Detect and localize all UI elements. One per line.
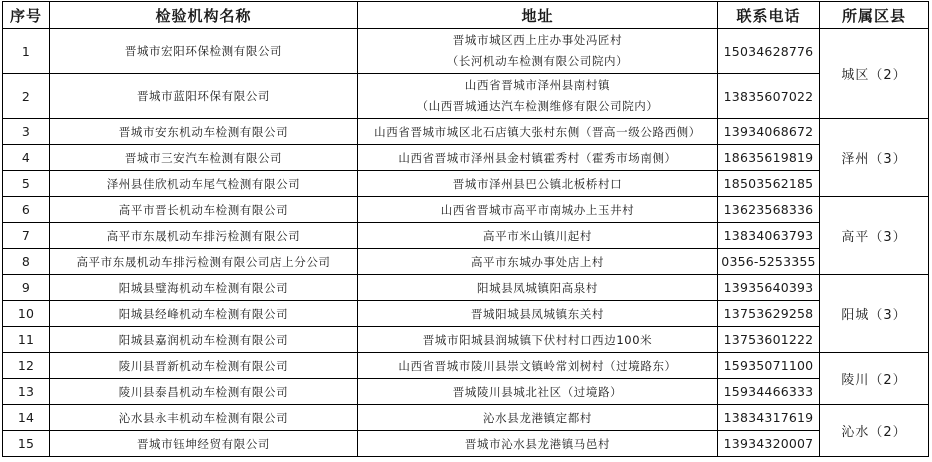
row-agency-name: 沁水县永丰机动车检测有限公司 xyxy=(50,405,358,431)
row-index: 12 xyxy=(3,353,50,379)
row-address: 山西省晋城市高平市南城办上玉井村 xyxy=(358,197,718,223)
row-address: 晋城市沁水县龙港镇马邑村 xyxy=(358,431,718,457)
row-index: 8 xyxy=(3,249,50,275)
row-phone: 15034628776 xyxy=(718,29,820,74)
row-address: 山西省晋城市泽州县金村镇霍秀村（霍秀市场南侧） xyxy=(358,145,718,171)
district-cell: 泽州（3） xyxy=(820,119,929,197)
row-phone: 13934320007 xyxy=(718,431,820,457)
district-cell: 城区（2） xyxy=(820,29,929,119)
header-name: 检验机构名称 xyxy=(50,2,358,29)
table-row xyxy=(3,171,929,197)
row-index: 15 xyxy=(3,431,50,457)
table-row xyxy=(3,379,929,405)
row-phone: 13935640393 xyxy=(718,275,820,301)
table-row xyxy=(3,29,929,74)
row-index: 1 xyxy=(3,29,50,74)
address-line: 晋城市城区西上庄办事处冯匠村 xyxy=(452,33,623,47)
table-row xyxy=(3,327,929,353)
table-row xyxy=(3,405,929,431)
row-phone: 18635619819 xyxy=(718,145,820,171)
row-agency-name: 晋城市三安汽车检测有限公司 xyxy=(50,145,358,171)
table-row xyxy=(3,353,929,379)
table-row xyxy=(3,197,929,223)
row-index: 2 xyxy=(3,74,50,119)
row-phone: 13834317619 xyxy=(718,405,820,431)
row-index: 14 xyxy=(3,405,50,431)
row-address: 晋城陵川县城北社区（过境路） xyxy=(358,379,718,405)
row-agency-name: 陵川县晋新机动车检测有限公司 xyxy=(50,353,358,379)
row-address: 高平市米山镇川起村 xyxy=(358,223,718,249)
table-row xyxy=(3,145,929,171)
row-address xyxy=(358,29,718,74)
row-index: 3 xyxy=(3,119,50,145)
district-cell: 陵川（2） xyxy=(820,353,929,405)
row-phone: 13753629258 xyxy=(718,301,820,327)
row-agency-name: 泽州县佳欣机动车尾气检测有限公司 xyxy=(50,171,358,197)
table-row xyxy=(3,431,929,457)
address-line: （山西晋城通达汽车检测维修有限公司院内） xyxy=(416,99,659,113)
row-agency-name: 高平市东晟机动车排污检测有限公司店上分公司 xyxy=(50,249,358,275)
row-phone: 13623568336 xyxy=(718,197,820,223)
header-index: 序号 xyxy=(3,2,50,29)
row-phone: 13934068672 xyxy=(718,119,820,145)
row-address: 晋城市阳城县润城镇下伏村村口西边100米 xyxy=(358,327,718,353)
row-address: 山西省晋城市城区北石店镇大张村东侧（晋高一级公路西侧） xyxy=(358,119,718,145)
row-address: 山西省晋城市陵川县崇文镇岭常刘树村（过境路东） xyxy=(358,353,718,379)
row-agency-name: 阳城县嘉润机动车检测有限公司 xyxy=(50,327,358,353)
row-index: 5 xyxy=(3,171,50,197)
table-row xyxy=(3,119,929,145)
row-agency-name: 晋城市安东机动车检测有限公司 xyxy=(50,119,358,145)
district-cell: 沁水（2） xyxy=(820,405,929,457)
header-address: 地址 xyxy=(358,2,718,29)
district-cell: 高平（3） xyxy=(820,197,929,275)
row-phone: 13834063793 xyxy=(718,223,820,249)
row-index: 6 xyxy=(3,197,50,223)
row-phone: 15935071100 xyxy=(718,353,820,379)
address-line: 山西省晋城市泽州县南村镇 xyxy=(464,78,611,92)
row-index: 9 xyxy=(3,275,50,301)
header-row xyxy=(3,2,929,29)
row-address: 晋城阳城县凤城镇东关村 xyxy=(358,301,718,327)
row-agency-name: 高平市东晟机动车排污检测有限公司 xyxy=(50,223,358,249)
row-address: 晋城市泽州县巴公镇北板桥村口 xyxy=(358,171,718,197)
row-phone: 18503562185 xyxy=(718,171,820,197)
inspection-agency-table xyxy=(2,1,929,457)
row-index: 4 xyxy=(3,145,50,171)
row-index: 7 xyxy=(3,223,50,249)
table-row xyxy=(3,301,929,327)
row-address: 阳城县凤城镇阳高泉村 xyxy=(358,275,718,301)
row-agency-name: 高平市晋长机动车检测有限公司 xyxy=(50,197,358,223)
table-row xyxy=(3,249,929,275)
district-cell: 阳城（3） xyxy=(820,275,929,353)
row-agency-name: 晋城市钰坤经贸有限公司 xyxy=(50,431,358,457)
row-address: 沁水县龙港镇定都村 xyxy=(358,405,718,431)
row-phone: 13835607022 xyxy=(718,74,820,119)
header-district: 所属区县 xyxy=(820,2,929,29)
row-index: 10 xyxy=(3,301,50,327)
table-row xyxy=(3,275,929,301)
row-agency-name: 阳城县经峰机动车检测有限公司 xyxy=(50,301,358,327)
row-agency-name: 晋城市蓝阳环保有限公司 xyxy=(50,74,358,119)
inspection-agency-table-container xyxy=(2,1,929,457)
row-phone: 13753601222 xyxy=(718,327,820,353)
header-phone: 联系电话 xyxy=(718,2,820,29)
table-row xyxy=(3,74,929,119)
address-line: （长河机动车检测有限公司院内） xyxy=(446,54,629,68)
row-address xyxy=(358,74,718,119)
row-index: 13 xyxy=(3,379,50,405)
table-row xyxy=(3,223,929,249)
row-phone: 0356-5253355 xyxy=(718,249,820,275)
row-agency-name: 晋城市宏阳环保检测有限公司 xyxy=(50,29,358,74)
row-address: 高平市东城办事处店上村 xyxy=(358,249,718,275)
row-phone: 15934466333 xyxy=(718,379,820,405)
row-index: 11 xyxy=(3,327,50,353)
row-agency-name: 陵川县泰昌机动车检测有限公司 xyxy=(50,379,358,405)
row-agency-name: 阳城县璧海机动车检测有限公司 xyxy=(50,275,358,301)
